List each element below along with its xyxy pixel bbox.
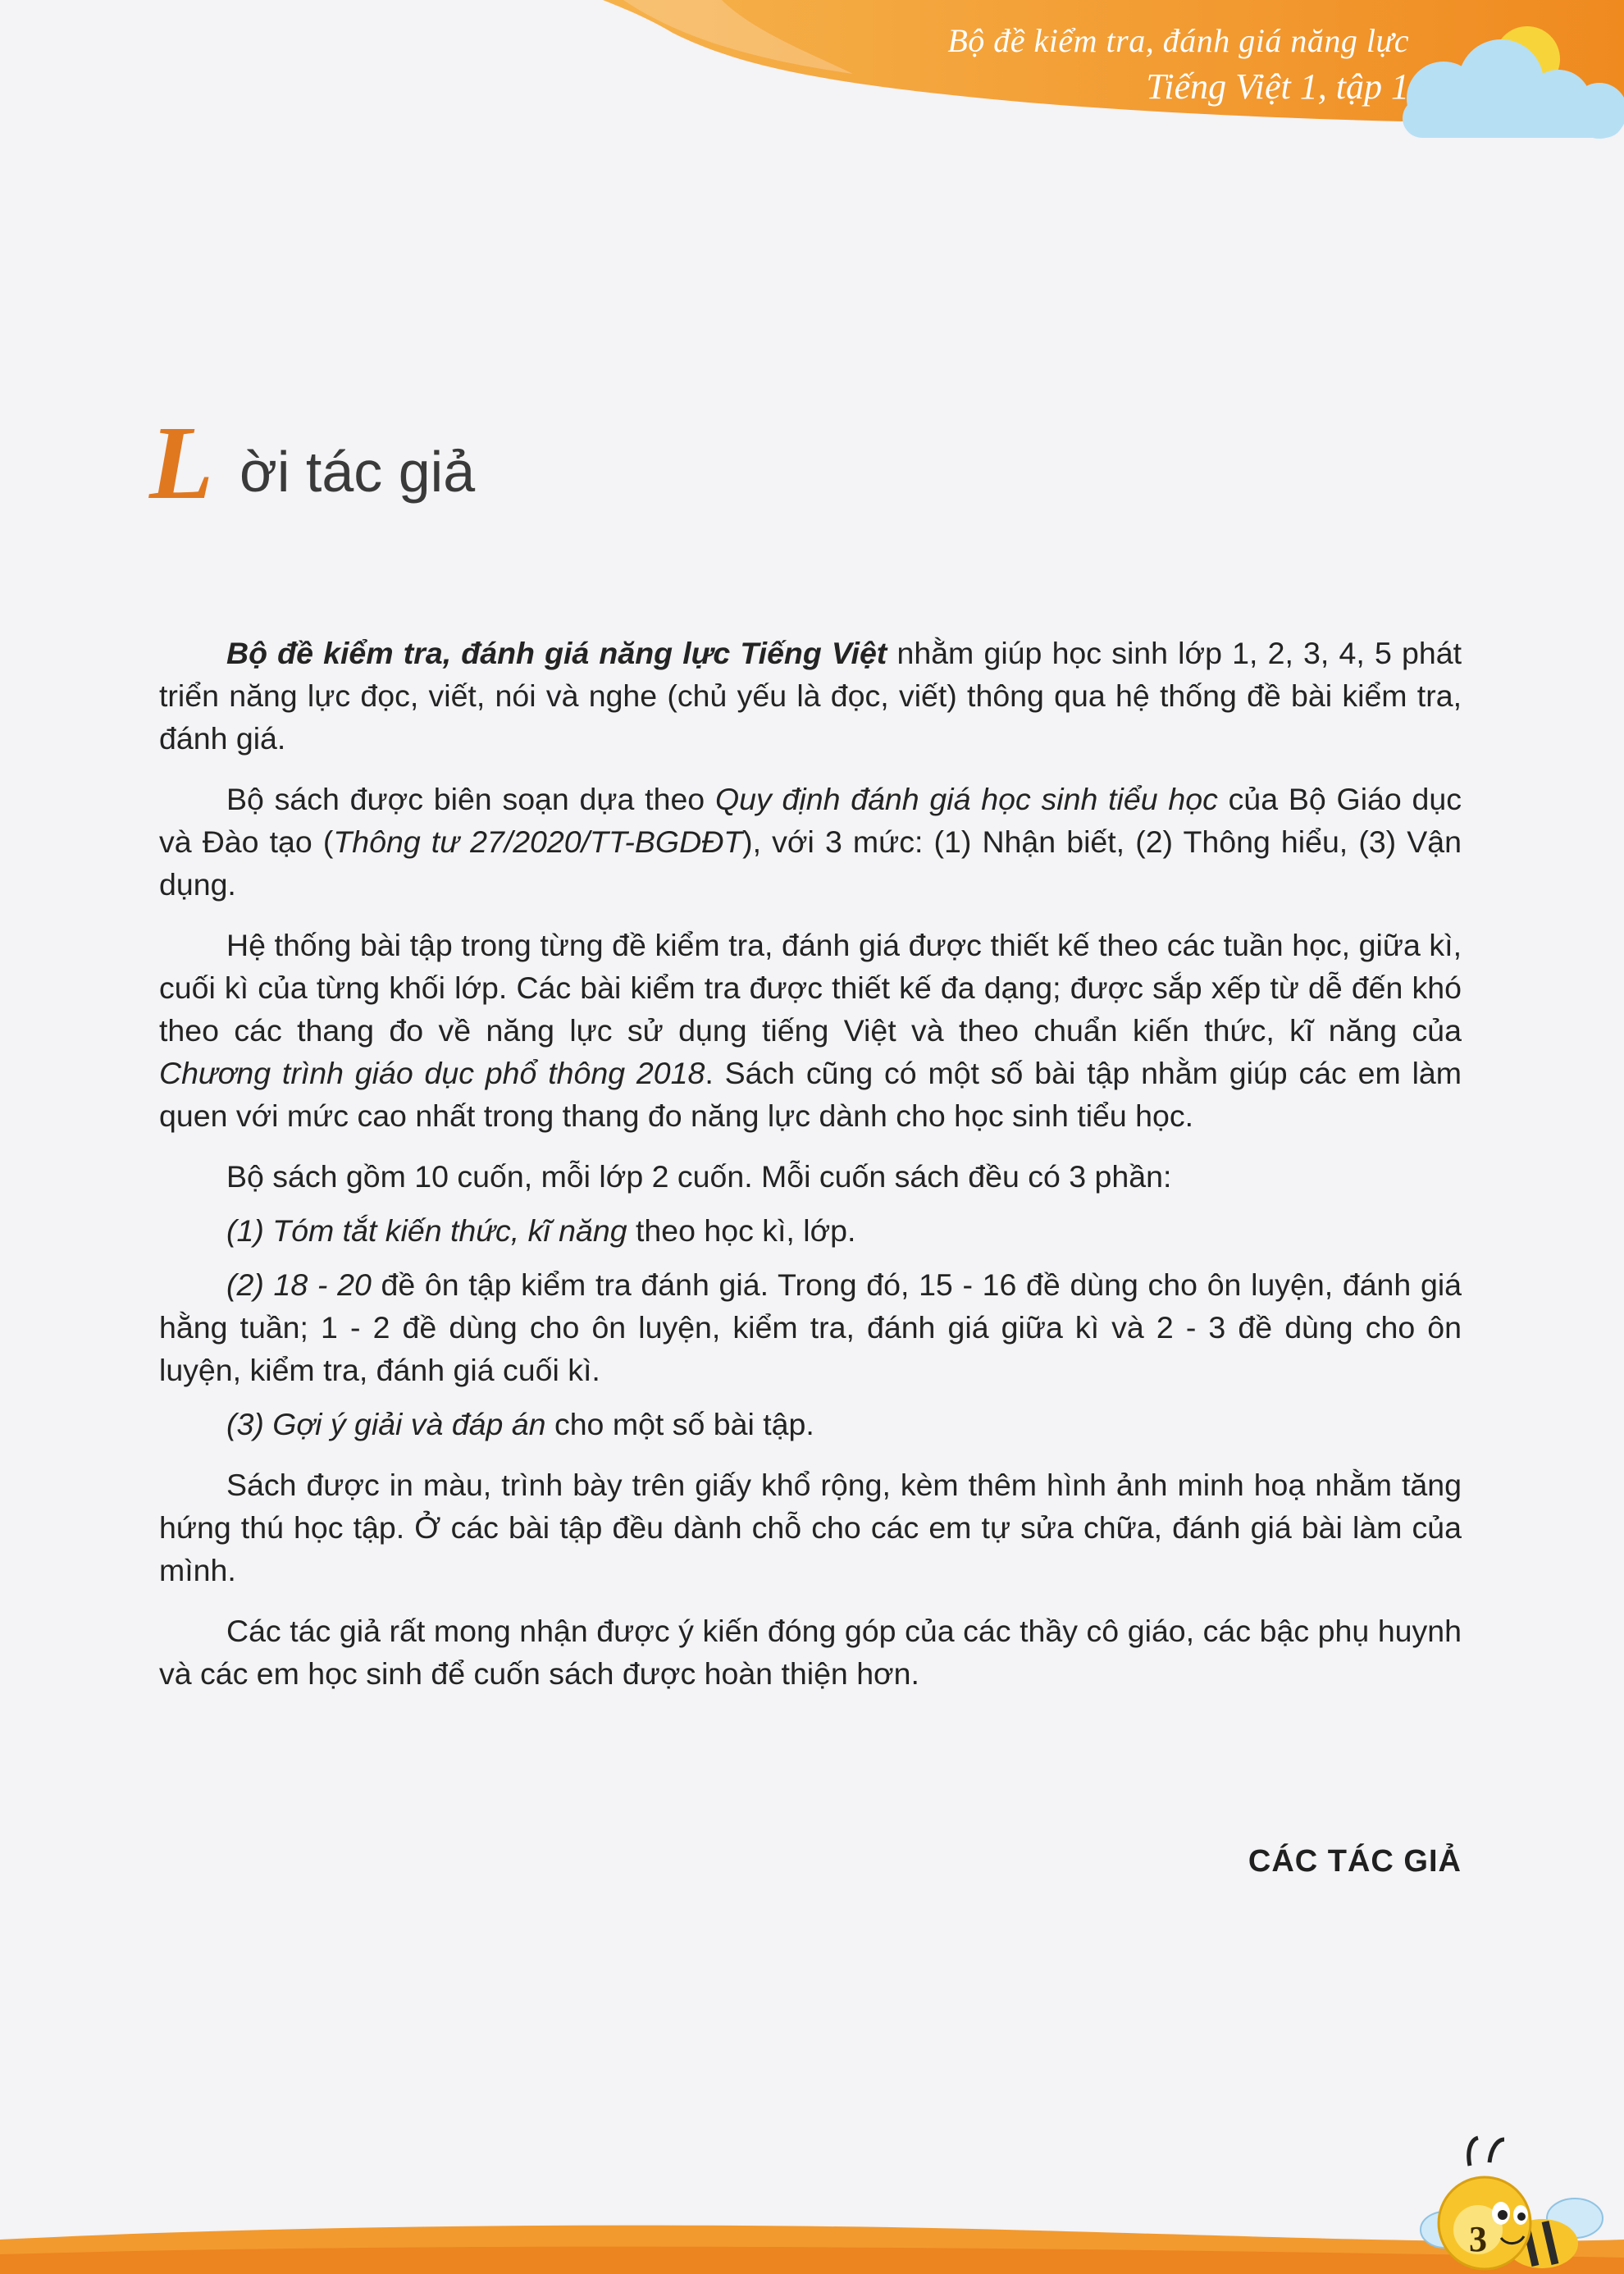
paragraph-format (159, 1463, 1462, 1591)
part-2-name: (2) 18 - 20 (226, 1267, 372, 1302)
paragraph-text: nhằm giúp học sinh lớp 1, 2, 3, 4, 5 phát triển năng lực đọc, viết, nói và nghe (chủ yếu là đọc, viết) thông qua hệ thống đề bài kiểm tra, đánh giá. (159, 636, 1462, 756)
book-series-name: Bộ đề kiểm tra, đánh giá năng lực Tiếng Việt (226, 636, 887, 670)
paragraph-part-1 (159, 1209, 1462, 1252)
circular-name: Thông tư 27/2020/TT-BGDĐT (333, 824, 743, 859)
header-series-title: Bộ đề kiểm tra, đánh giá năng lực (947, 22, 1409, 59)
title-text: ời tác giả (239, 440, 476, 504)
part-1-name: (1) Tóm tắt kiến thức, kĩ năng (226, 1213, 627, 1248)
paragraph-text: theo học kì, lớp. (627, 1213, 856, 1248)
paragraph-part-2 (159, 1263, 1462, 1391)
paragraph-part-3 (159, 1403, 1462, 1445)
footer-band (0, 2215, 1624, 2274)
paragraph-set (159, 1155, 1462, 1198)
header-book-title: Tiếng Việt 1, tập 1 (1146, 66, 1409, 107)
title-initial-letter: L (149, 404, 214, 521)
preface-body (159, 632, 1462, 1713)
author-signature: CÁC TÁC GIẢ (1248, 1844, 1462, 1879)
part-3-name: (3) Gợi ý giải và đáp án (226, 1407, 546, 1441)
paragraph-structure (159, 924, 1462, 1137)
paragraph-text: Các tác giả rất mong nhận được ý kiến đóng góp của các thầy cô giáo, các bậc phụ huynh và các em học sinh để cuốn sách được hoàn thiện hơn. (159, 1614, 1462, 1691)
paragraph-text: ), với 3 mức: (1) Nhận biết, (2) Thông hiểu, (3) Vận dụng. (159, 824, 1462, 902)
regulation-name: Quy định đánh giá học sinh tiểu học (714, 782, 1218, 816)
paragraph-basis (159, 778, 1462, 906)
paragraph-text: Sách được in màu, trình bày trên giấy khổ rộng, kèm thêm hình ảnh minh hoạ nhằm tăng hứng thú học tập. Ở các bài tập đều dành chỗ cho các em tự sửa chữa, đánh giá bài làm của mình. (159, 1468, 1462, 1587)
paragraph-closing (159, 1610, 1462, 1695)
paragraph-text: cho một số bài tập. (545, 1407, 814, 1441)
paragraph-text: Bộ sách được biên soạn dựa theo (226, 782, 715, 816)
page-number: 3 (1469, 2219, 1487, 2259)
running-header (947, 21, 1409, 109)
paragraph-text: Hệ thống bài tập trong từng đề kiểm tra, đánh giá được thiết kế theo các tuần học, giữa kì, cuối kì của từng khối lớp. Các bài kiểm tra được thiết kế đa dạng; được sắp xếp từ dễ đến khó theo các thang đo về năng lực sử dụng tiếng Việt và theo chuẩn kiến thức, kĩ năng của (159, 928, 1462, 1048)
paragraph-text: đề ôn tập kiểm tra đánh giá. Trong đó, 15 - 16 đề dùng cho ôn luyện, đánh giá hằng tuần; 1 - 2 đề dùng cho ôn luyện, kiểm tra, đánh giá giữa kì và 2 - 3 đề dùng cho ôn luyện, kiểm tra, đánh giá cuối kì. (159, 1267, 1462, 1387)
paragraph-text: Bộ sách gồm 10 cuốn, mỗi lớp 2 cuốn. Mỗi cuốn sách đều có 3 phần: (226, 1159, 1172, 1194)
bee-mascot-icon (1419, 2133, 1608, 2274)
paragraph-text: . Sách cũng có một số bài tập nhằm giúp các em làm quen với mức cao nhất trong thang đo năng lực dành cho học sinh tiểu học. (159, 1056, 1462, 1133)
paragraph-text: của Bộ Giáo dục và Đào tạo ( (159, 782, 1462, 859)
paragraph-intro (159, 632, 1462, 760)
curriculum-name: Chương trình giáo dục phổ thông 2018 (159, 1056, 705, 1090)
